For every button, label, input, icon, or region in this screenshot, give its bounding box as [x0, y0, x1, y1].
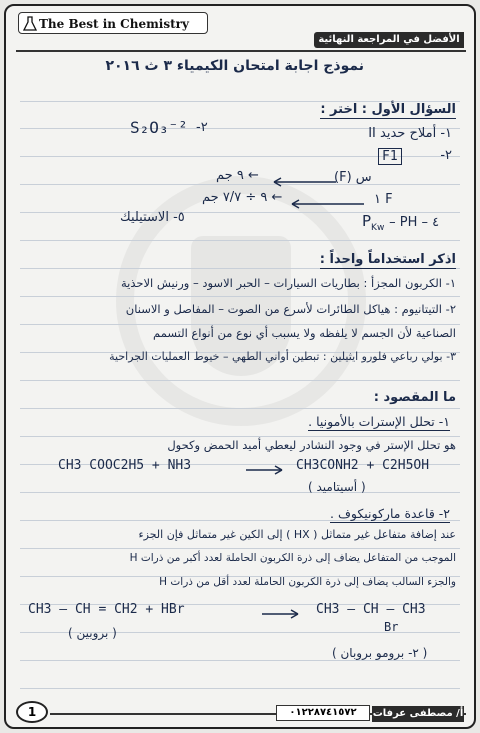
q1-answer-2-label: ٢- [440, 148, 452, 163]
q3-sub2-heading: ٢- قاعدة ماركونيكوف . [330, 506, 450, 521]
q3-heading: ما المقصود : [373, 390, 456, 405]
page-number: 1 [16, 701, 48, 723]
q3-sub2-eq-br: Br [384, 620, 399, 634]
q1-arrow2-left: F ١ [374, 192, 393, 207]
q1-answer-1: ١- أملاح حديد II [368, 126, 452, 141]
q3-sub1-label: ( أسيتاميد ) [308, 480, 366, 494]
page-title: نموذج اجابة امتحان الكيمياء ٣ ث ٢٠١٦ [105, 58, 364, 74]
q3-sub2-eq-left: CH3 – CH = CH2 + HBr [28, 602, 185, 617]
q3-sub2-eq-right: CH3 – CH – CH3 [316, 602, 426, 617]
top-rule [16, 50, 466, 52]
q2-heading: اذكر استخداماً واحداً : [319, 252, 456, 267]
q1-arrow1-text: ← ٩ جم [216, 168, 259, 183]
q3-sub1-eq-left: CH3 COOC2H5 + NH3 [58, 458, 192, 473]
q2-line-1: ١- الكربون المجزأ : بطاريات السيارات – الحبر الاسود – ورنيش الاحذية [120, 276, 456, 290]
q1-formula: S₂O₃⁻² [130, 118, 188, 137]
q1-arrow1-left: س (F) [334, 170, 372, 185]
reaction-arrow-1-icon [244, 464, 288, 476]
q3-sub1-body: هو تحلل الإستر في وجود النشادر ليعطي أميد الحمض وكحول [167, 438, 456, 452]
q1-answer-5: ٥- الاستيليك [120, 210, 185, 225]
page-footer [6, 701, 474, 727]
q3-sub1-heading: ١- تحلل الإسترات بالأمونيا . [308, 414, 450, 429]
arabic-banner: الأفضل في المراجعة النهائية [314, 32, 464, 48]
q3-sub2-line-2: الموجب من المتفاعل يضاف إلى ذرة الكربون الحاملة لعدد أكبر من ذرات H [129, 552, 456, 564]
q1-heading: السؤال الأول : اختر : [320, 102, 456, 117]
q3-sub1-eq-right: CH3CONH2 + C2H5OH [296, 458, 430, 473]
brand-title: The Best in Chemistry [39, 17, 189, 31]
arrow-1-icon [268, 176, 338, 188]
q3-sub2-line-3: والجزء السالب يضاف إلى ذرة الكربون الحاملة لعدد أقل من ذرات H [159, 576, 456, 588]
q3-sub2-name-propene: ( بروبين ) [68, 626, 117, 640]
q1-arrow2-text: ← ٩ ÷ ٧/٧ جم [202, 190, 283, 205]
footer-phone: ٠١٢٢٨٧٤١٥٧٢ [276, 705, 370, 721]
q2-line-2: ٢- التيتانيوم : هياكل الطائرات لأسرع من الصوت – المفاصل و الاسنان [125, 302, 456, 316]
q1-answer-2-box: F1 [378, 148, 402, 165]
arrow-2-icon [286, 198, 366, 210]
q3-sub2-name-bromopropane: ( ٢- برومو بروبان ) [332, 646, 428, 660]
q2-line-4: ٣- بولي رباعي فلورو ايثيلين : تبطين أواني الطهي – خيوط العمليات الجراحية [109, 350, 456, 363]
q1-answer-4: $P_{Kw}$ – PH – ٤ [362, 212, 440, 233]
flask-icon [23, 16, 37, 32]
reaction-arrow-2-icon [260, 608, 304, 620]
q2-line-3: الصناعية لأن الجسم لا يلفظه ولا يسبب أي نوع من أنواع التسمم [153, 326, 456, 340]
q1-formula-num: ٢- [196, 120, 208, 135]
q3-sub2-line-1: عند إضافة متفاعل غير متماثل ( HX ) إلى الكين غير متماثل فإن الجزء [138, 528, 456, 541]
exam-sheet [4, 4, 476, 729]
footer-author: أ/ مصطفى عرفات [372, 706, 464, 722]
brand-banner [18, 12, 208, 34]
